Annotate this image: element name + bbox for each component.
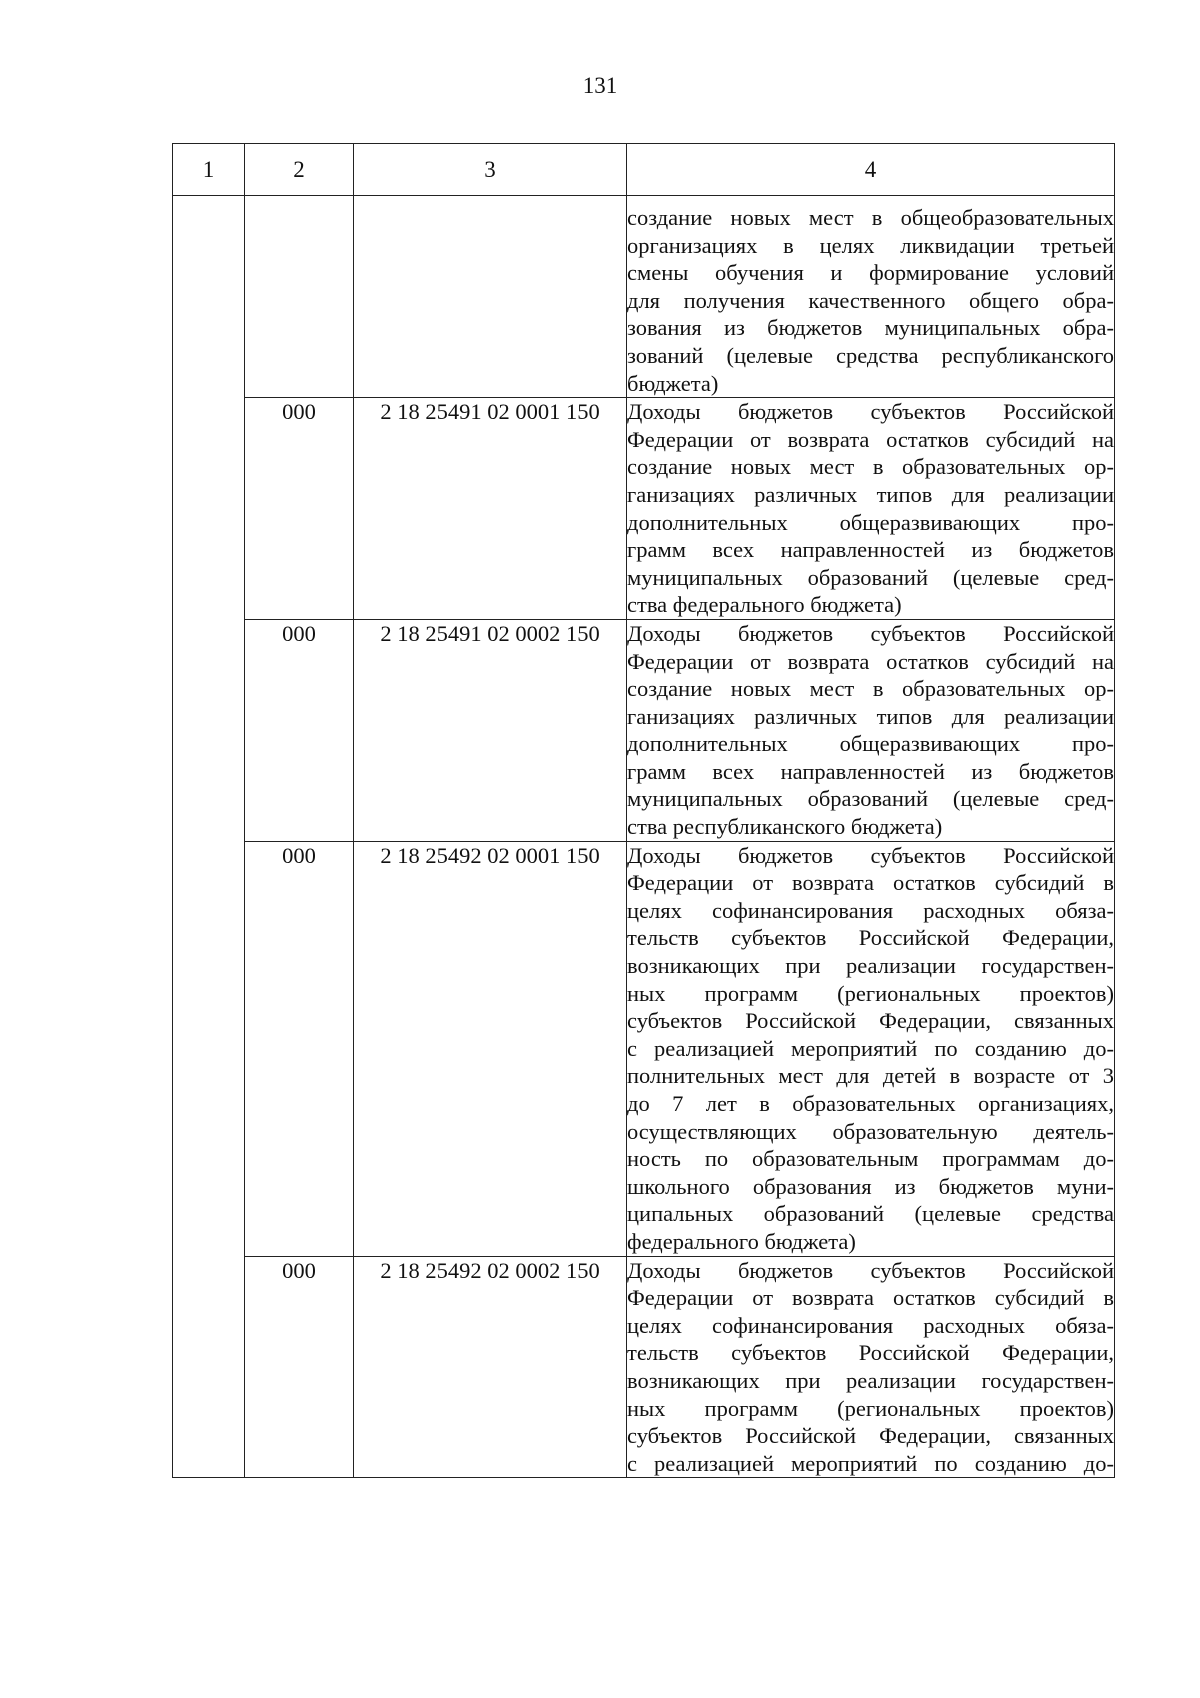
description-line: для получения качественного общего обра- [627,287,1114,313]
admin-code-cell: 000 [245,619,354,841]
description-line: создание новых мест в образовательных ор- [627,454,1114,480]
description-line: дополнительных общеразвивающих про- [627,509,1114,535]
description-line: целях софинансирования расходных обяза- [627,897,1114,923]
admin-code-cell: 000 [245,841,354,1256]
group-cell [173,196,245,1478]
description-line: дополнительных общеразвивающих про- [627,731,1114,757]
description-line: зования из бюджетов муниципальных обра- [627,315,1114,341]
description-line: возникающих при реализации государствен- [627,1367,1114,1393]
description-line: до 7 лет в образовательных организациях, [627,1091,1114,1116]
admin-code-cell [245,196,354,398]
header-col-3: 3 [354,144,627,196]
description-line: ства федерального бюджета) [627,592,902,618]
kbk-code-cell: 2 18 25491 02 0002 150 [354,619,627,841]
description-line: Доходы бюджетов субъектов Российской [627,399,1114,425]
description-line: ность по образовательным программам до- [627,1146,1114,1172]
description-line: ных программ (региональных проектов) [627,980,1114,1006]
description-line: целях софинансирования расходных обяза- [627,1312,1114,1338]
description-line: бюджета) [627,370,719,396]
description-line: тельств субъектов Российской Федерации, [627,1340,1114,1366]
admin-code-cell: 000 [245,398,354,620]
description-line: осуществляющих образовательную деятель- [627,1118,1114,1144]
kbk-code-cell [354,196,627,398]
description-line: ганизациях различных типов для реализации [627,703,1114,729]
revenue-classification-table [172,143,1115,1478]
admin-code-cell: 000 [245,1256,354,1478]
description-line: Федерации от возврата остатков субсидий на [627,648,1114,674]
description-line: зований (целевые средства республиканского [627,342,1114,368]
table-row [173,1256,1115,1478]
page-number: 131 [582,73,618,98]
header-col-1: 1 [173,144,245,196]
description-line: с реализацией мероприятий по созданию до- [627,1450,1114,1476]
description-line: субъектов Российской Федерации, связанных [627,1008,1114,1034]
description-line: смены обучения и формирование условий [627,260,1114,286]
kbk-code-cell: 2 18 25491 02 0001 150 [354,398,627,620]
kbk-code-cell: 2 18 25492 02 0002 150 [354,1256,627,1478]
description-line: муниципальных образований (целевые сред- [627,786,1114,812]
description-line: Доходы бюджетов субъектов Российской [627,1257,1114,1283]
description-line: создание новых мест в образовательных ор- [627,676,1114,702]
description-cell [627,619,1115,841]
description-line: школьного образования из бюджетов муни- [627,1173,1114,1199]
description-line: муниципальных образований (целевые сред- [627,564,1114,590]
description-line: Федерации от возврата остатков субсидий в [627,870,1114,896]
kbk-code-cell: 2 18 25492 02 0001 150 [354,841,627,1256]
description-line: Доходы бюджетов субъектов Российской [627,620,1114,646]
table-row [173,841,1115,1256]
header-col-4: 4 [627,144,1115,196]
header-col-2: 2 [245,144,354,196]
description-line: Федерации от возврата остатков субсидий в [627,1285,1114,1311]
description-line: ципальных образований (целевые средства [627,1201,1114,1227]
description-line: создание новых мест в общеобразовательных [627,205,1114,230]
description-line: Федерации от возврата остатков субсидий на [627,426,1114,452]
description-line: грамм всех направленностей из бюджетов [627,758,1114,784]
description-cell [627,398,1115,620]
description-cell [627,196,1115,398]
table-row [173,196,1115,398]
description-line: Доходы бюджетов субъектов Российской [627,842,1114,868]
description-line: ных программ (региональных проектов) [627,1395,1114,1421]
description-line: организациях в целях ликвидации третьей [627,232,1114,258]
description-line: грамм всех направленностей из бюджетов [627,537,1114,563]
description-line: федерального бюджета) [627,1228,856,1254]
description-line: ства республиканского бюджета) [627,814,943,840]
description-line: субъектов Российской Федерации, связанных [627,1423,1114,1449]
description-line: полнительных мест для детей в возрасте от 3 [627,1063,1114,1089]
table-header-row [173,144,1115,196]
description-cell [627,841,1115,1256]
description-line: возникающих при реализации государствен- [627,953,1114,979]
description-line: тельств субъектов Российской Федерации, [627,925,1114,951]
table-row [173,398,1115,620]
description-cell [627,1256,1115,1478]
table-row [173,619,1115,841]
description-line: с реализацией мероприятий по созданию до- [627,1035,1114,1061]
description-line: ганизациях различных типов для реализации [627,481,1114,507]
